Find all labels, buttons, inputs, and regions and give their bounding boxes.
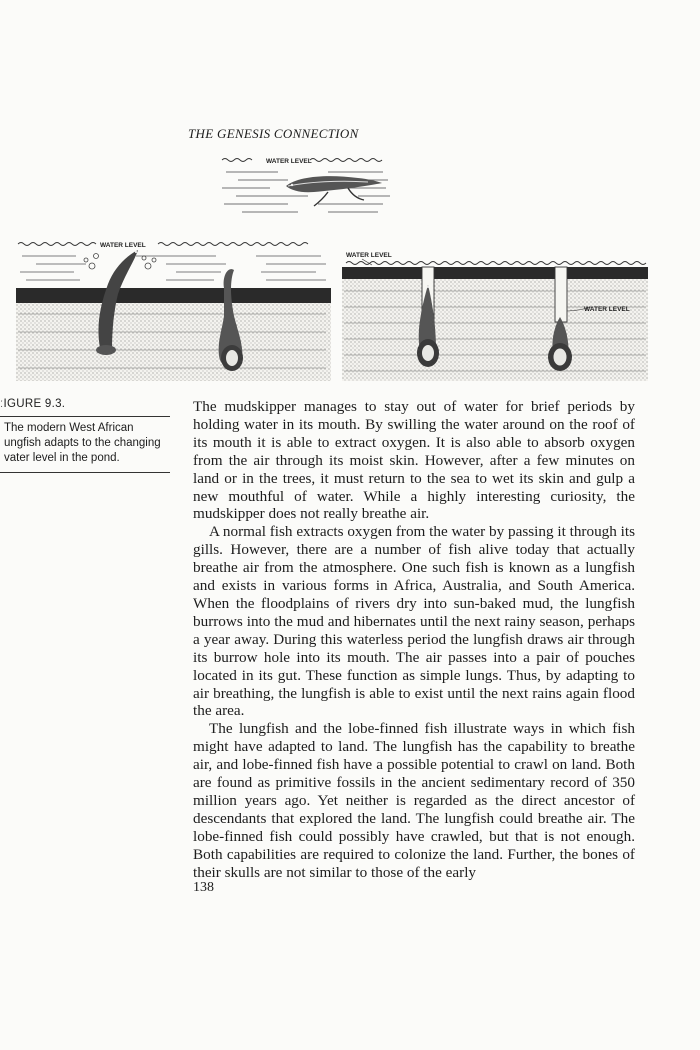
body-text <box>193 398 635 881</box>
lungfish-swimming-icon <box>286 176 382 206</box>
paragraph-lobe-finned: The lungfish and the lobe-finned fish illustrate ways in which fish might have adapted to land. The lungfish has the capability to breathe air, and lobe-finned fish have a possible potential to crawl on land. Both are found as primitive fossils in the ancient sedimentary record of 350 million years ago. Yet neither is regarded as the direct ancestor of descendants that explored the land. The lungfish could breathe air. The lobe-finned fish could possibly have crawled, but that is not enough. Both capabilities are required to colonize the land. Further, the bones of their skulls are not similar to those of the early <box>193 720 635 881</box>
figure-label: ːIGURE 9.3. <box>0 398 66 410</box>
figure-panel-burrow-low-water <box>342 245 648 381</box>
figure-panel-swimming-lungfish <box>218 150 393 222</box>
running-head: THE GENESIS CONNECTION <box>188 126 359 141</box>
figure-panel-burrow-high-water <box>16 236 331 381</box>
caption-rule-top <box>0 416 170 417</box>
right-lower-water-level-label: WATER LEVEL <box>584 306 630 313</box>
figure-caption <box>0 398 170 473</box>
paragraph-mudskipper: The mudskipper manages to stay out of water for brief periods by holding water in its mouth. By swilling the water around on the roof of its mouth it is able to extract oxygen. It is also able to absorb oxygen from the air through its moist skin. However, after a few minutes on land or in the trees, it must return to the sea to wet its skin and gulp a new mouthful of water. While a highly interesting curiosity, the mudskipper does not really breathe air. <box>193 398 635 523</box>
figure-caption-text: The modern West African ungfish adapts to the changing vater level in the pond. <box>4 422 161 464</box>
left-water-level-label: WATER LEVEL <box>100 242 146 249</box>
top-water-level-label: WATER LEVEL <box>266 158 312 165</box>
caption-rule-bottom <box>0 472 170 473</box>
paragraph-lungfish: A normal fish extracts oxygen from the water by passing it through its gills. However, there are a number of fish alive today that actually breathe air from the atmosphere. One such fish is known as a lungfish and exists in various forms in Africa, Australia, and South America. When the floodplains of rivers dry into sun-baked mud, the lungfish burrows into the mud and hibernates until the next rainy season, perhaps a year away. During this waterless period the lungfish draws air through its burrow hole into its mouth. The air passes into a pair of pouches located in its gut. These function as simple lungs. Thus, by adapting to air breathing, the lungfish is able to exist until the next rains again flood the area. <box>193 523 636 720</box>
page-number: 138 <box>193 880 214 895</box>
right-top-water-level-label: WATER LEVEL <box>346 252 392 259</box>
